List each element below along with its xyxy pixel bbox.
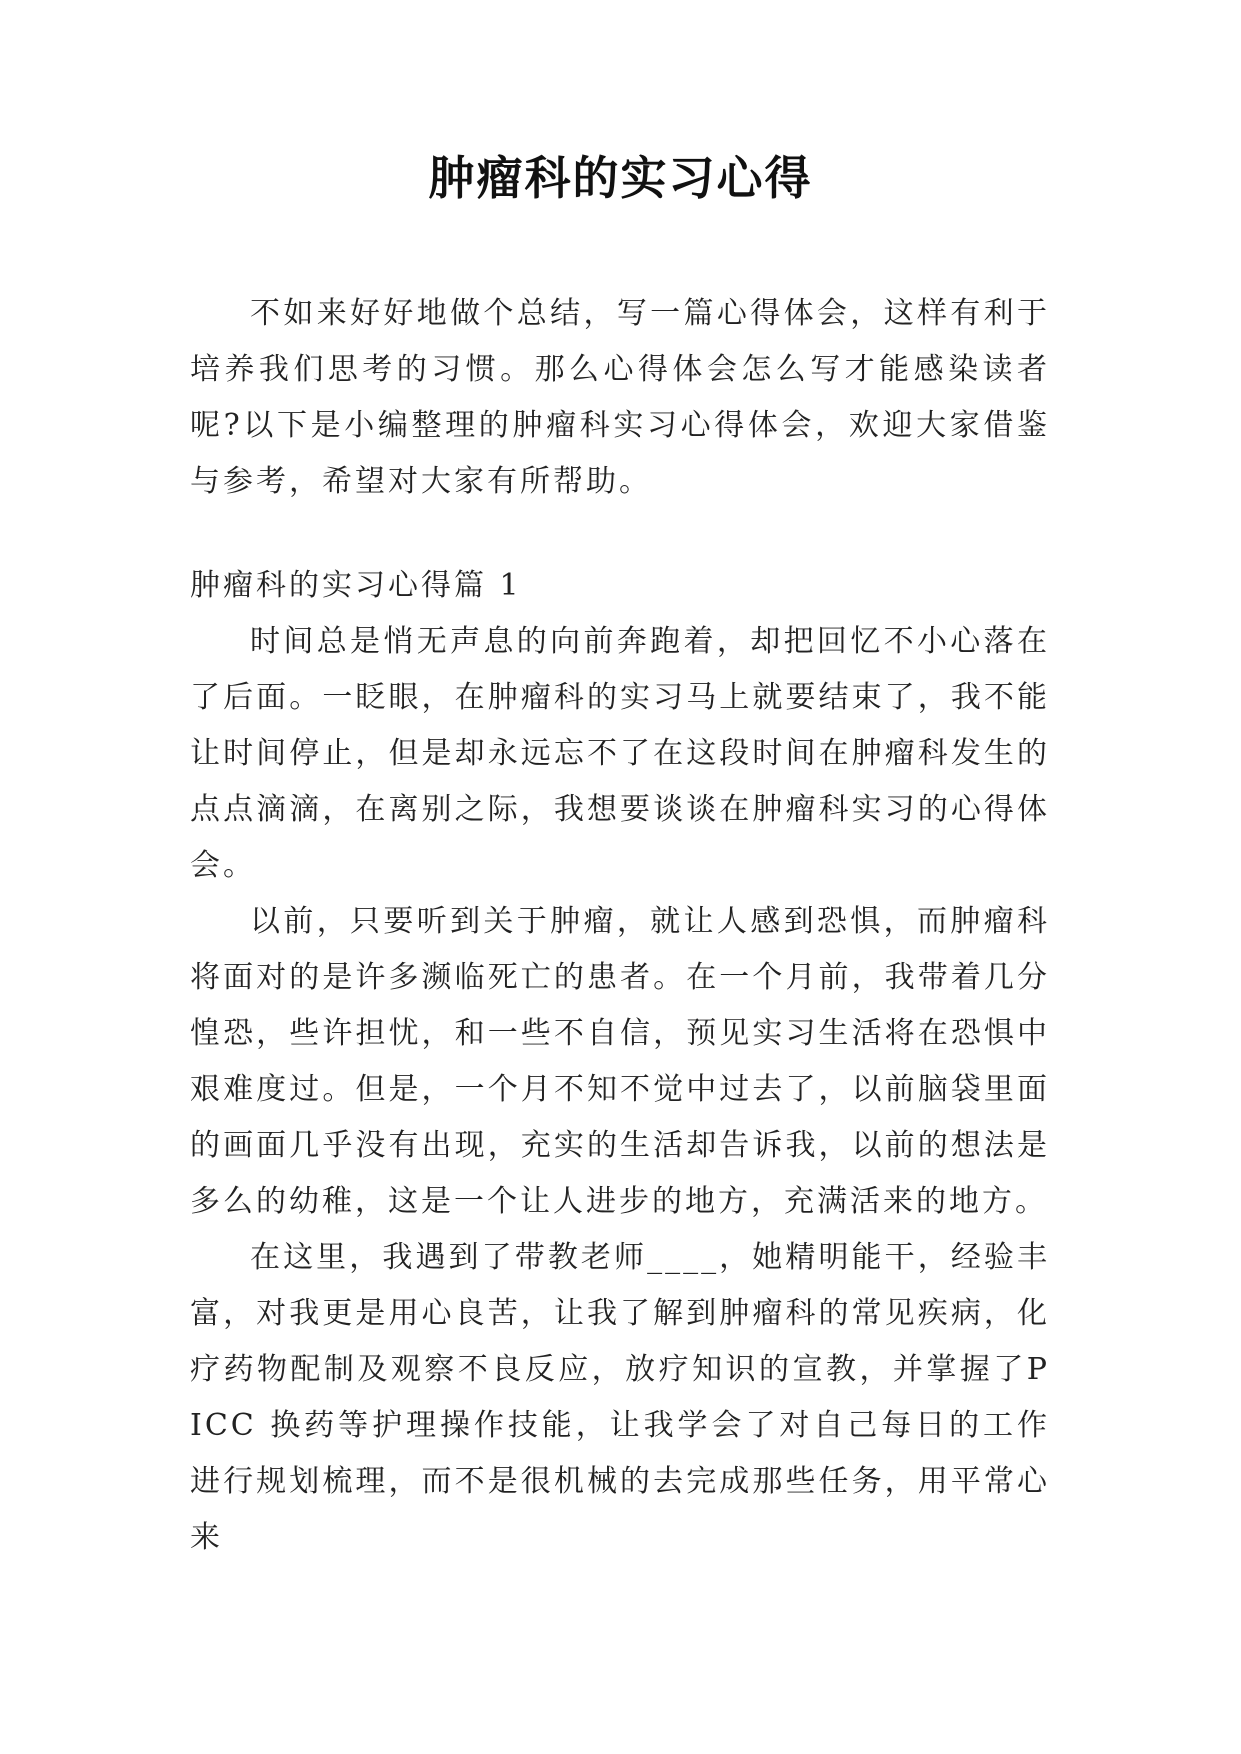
- document-title: 肿瘤科的实习心得: [428, 151, 813, 205]
- body-paragraph-2: 以前，只要听到关于肿瘤，就让人感到恐惧，而肿瘤科将面对的是许多濒临死亡的患者。在一个月前，我带着几分惶恐，些许担忧，和一些不自信，预见实习生活将在恐惧中艰难度过。但是，一个月不知不觉中过去了，以前脑袋里面的画面几乎没有出现，充实的生活却告诉我，以前的想法是多么的幼稚，这是一个让人进步的地方，充满活来的地方。: [190, 904, 1050, 1219]
- body-paragraph-3: 在这里，我遇到了带教老师____，她精明能干，经验丰富，对我更是用心良苦，让我了解到肿瘤科的常见疾病，化疗药物配制及观察不良反应，放疗知识的宣教，并掌握了PICC 换药等护理操作技能，让我学会了对自己每日的工作进行规划梳理，而不是很机械的去完成那些任务，用平常心来: [190, 1240, 1050, 1555]
- section-heading: 肿瘤科的实习心得篇 1: [190, 568, 522, 603]
- intro-paragraph: 不如来好好地做个总结，写一篇心得体会，这样有利于培养我们思考的习惯。那么心得体会怎么写才能感染读者呢?以下是小编整理的肿瘤科实习心得体会，欢迎大家借鉴与参考，希望对大家有所帮助。: [190, 296, 1050, 499]
- document-body: [190, 286, 1050, 1566]
- body-paragraph-1: 时间总是悄无声息的向前奔跑着，却把回忆不小心落在了后面。一眨眼，在肿瘤科的实习马上就要结束了，我不能让时间停止，但是却永远忘不了在这段时间在肿瘤科发生的点点滴滴，在离别之际，我想要谈谈在肿瘤科实习的心得体会。: [190, 624, 1050, 883]
